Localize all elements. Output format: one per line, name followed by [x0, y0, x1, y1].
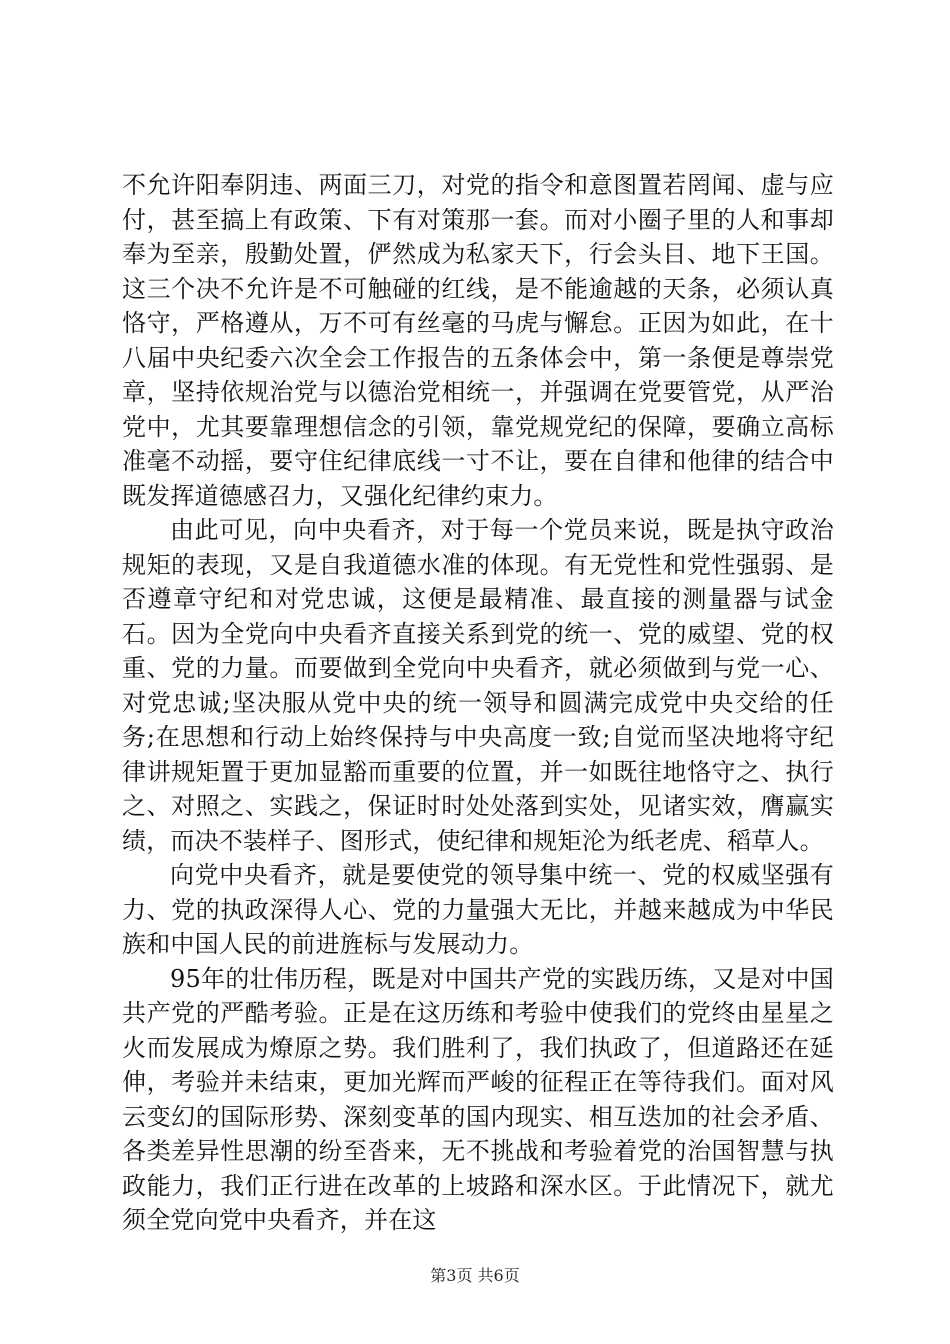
page-number: 第3页 共6页: [430, 1266, 520, 1285]
paragraph-2: 由此可见，向中央看齐，对于每一个党员来说，既是执守政治规矩的表现，又是自我道德水准的体现。有无党性和党性强弱、是否遵章守纪和对党忠诚，这便是最精准、最直接的测量器与试金石。因为全党向中央看齐直接关系到党的统一、党的威望、党的权重、党的力量。而要做到全党向中央看齐，就必须做到与党一心、对党忠诚;坚决服从党中央的统一领导和圆满完成党中央交给的任务;在思想和行动上始终保持与中央高度一致;自觉而坚决地将守纪律讲规矩置于更加显豁而重要的位置，并一如既往地恪守之、执行之、对照之、实践之，保证时时处处落到实处，见诸实效，膺赢实绩，而决不装样子、图形式，使纪律和规矩沦为纸老虎、稻草人。: [122, 516, 834, 855]
paragraph-4: 95年的壮伟历程，既是对中国共产党的实践历练，又是对中国共产党的严酷考验。正是在这历练和考验中使我们的党终由星星之火而发展成为燎原之势。我们胜利了，我们执政了，但道路还在延伸，考验并未结束，更加光辉而严峻的征程正在等待我们。面对风云变幻的国际形势、深刻变革的国内现实、相互迭加的社会矛盾、各类差异性思潮的纷至沓来，无不挑战和考验着党的治国智慧与执政能力，我们正行进在改革的上坡路和深水区。于此情况下，就尤须全党向党中央看齐，并在这: [122, 964, 834, 1234]
page-footer: [0, 1266, 950, 1286]
paragraph-1: 不允许阳奉阴违、两面三刀，对党的指令和意图置若罔闻、虚与应付，甚至搞上有政策、下有对策那一套。而对小圈子里的人和事却奉为至亲，殷勤处置，俨然成为私家天下，行会头目、地下王国。这三个决不允许是不可触碰的红线，是不能逾越的天条，必须认真恪守，严格遵从，万不可有丝毫的马虎与懈怠。正因为如此，在十八届中央纪委六次全会工作报告的五条体会中，第一条便是尊崇党章，坚持依规治党与以德治党相统一，并强调在党要管党，从严治党中，尤其要靠理想信念的引领，靠党规党纪的保障，要确立高标准毫不动摇，要守住纪律底线一寸不让，要在自律和他律的结合中既发挥道德感召力，又强化纪律约束力。: [122, 171, 834, 510]
paragraph-3: 向党中央看齐，就是要使党的领导集中统一、党的权威坚强有力、党的执政深得人心、党的力量强大无比，并越来越成为中华民族和中国人民的前进旌标与发展动力。: [122, 861, 834, 958]
body-text: [122, 168, 834, 1238]
